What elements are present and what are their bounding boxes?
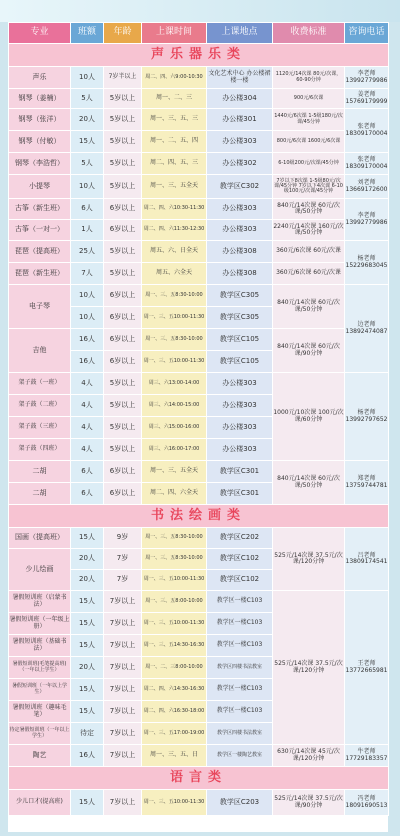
cell-location: 教学区C203 — [207, 790, 273, 816]
cell-major: 国画（提高班） — [9, 528, 71, 549]
cell-time: 周五、六全天 — [142, 263, 207, 285]
cell-size: 15人 — [71, 635, 104, 657]
cell-fee: 360元/6次课 60元/次课 — [273, 263, 345, 285]
cell-major: 钢琴（付敏） — [9, 131, 71, 153]
cell-phone: 冯老师 18091690513 — [345, 790, 389, 816]
cell-time: 周一、二、三 — [142, 89, 207, 109]
cell-time: 周一、三、五8:30-10:00 — [142, 549, 207, 570]
cell-size: 15人 — [71, 528, 104, 549]
cell-major: 暑假短训班(毛笔提高班)（一年以上学生） — [9, 657, 71, 679]
cell-time: 周二、四、六11:30-12:30 — [142, 220, 207, 241]
cell-phone: 李老师 13992779986 — [345, 199, 389, 241]
cell-size: 16人 — [71, 351, 104, 373]
section-title-music: 声乐器乐类 — [9, 44, 389, 67]
cell-time: 周一、三、五17:00-19:00 — [142, 723, 207, 745]
cell-fee: 840元/14次课 60元/次课/90分钟 — [273, 329, 345, 373]
cell-location: 教学区一楼C103 — [207, 635, 273, 657]
cell-phone: 张老师 18309170004 — [345, 109, 389, 153]
cell-phone: 刘老师 13669172600 — [345, 175, 389, 199]
table-row — [9, 263, 389, 285]
cell-major: 琵琶（提高班） — [9, 241, 71, 263]
table-row — [9, 373, 389, 395]
cell-major: 暑假短训班（一年以上学生） — [9, 679, 71, 701]
cell-size: 20人 — [71, 549, 104, 570]
cell-time: 周一、三、五8:30-10:00 — [142, 528, 207, 549]
cell-size: 4人 — [71, 417, 104, 439]
cell-size: 4人 — [71, 395, 104, 417]
cell-major: 琵琶（新生班） — [9, 263, 71, 285]
cell-location: 教学区C305 — [207, 307, 273, 329]
cell-time: 周一、三、五8:30-10:00 — [142, 285, 207, 307]
cell-age: 7岁以上 — [104, 613, 142, 635]
cell-size: 6人 — [71, 483, 104, 505]
cell-location: 办公楼303 — [207, 395, 273, 417]
cell-age: 5岁以上 — [104, 109, 142, 131]
cell-age: 7岁以上 — [104, 701, 142, 723]
cell-major: 钢琴（张洋） — [9, 109, 71, 131]
cell-time: 周一、三、五8:00-10:00 — [142, 591, 207, 613]
cell-size: 10人 — [71, 175, 104, 199]
cell-major: 吉他 — [9, 329, 71, 373]
table-row — [9, 220, 389, 241]
cell-location: 教学区C105 — [207, 329, 273, 351]
cell-location: 教学区一楼C103 — [207, 679, 273, 701]
cell-location: 教学区一楼C103 — [207, 613, 273, 635]
cell-time: 周一、三、五全天 — [142, 175, 207, 199]
cell-time: 周一、三、五8:30-10:00 — [142, 329, 207, 351]
cell-time: 周二、四、六10:30-11:30 — [142, 199, 207, 220]
cell-major: 暑假短训班（基础书法） — [9, 635, 71, 657]
cell-age: 7岁 — [104, 570, 142, 591]
cell-location: 教学区一楼C103 — [207, 701, 273, 723]
cell-size: 15人 — [71, 679, 104, 701]
cell-size: 6人 — [71, 199, 104, 220]
cell-time: 周一、三、五、三 — [142, 109, 207, 131]
table-row — [9, 285, 389, 307]
cell-age: 6岁以上 — [104, 351, 142, 373]
cell-major: 架子鼓（四班） — [9, 439, 71, 461]
cell-fee: 360元/6次课 60元/次课 — [273, 241, 345, 263]
cell-location: 办公楼302 — [207, 153, 273, 175]
cell-phone: 吕老师 13809174541 — [345, 528, 389, 591]
cell-location: 教学区一楼C103 — [207, 591, 273, 613]
cell-fee: 1000元/10次课 100元/次课/60分钟 — [273, 373, 345, 461]
header-location: 上课地点 — [207, 23, 273, 44]
cell-phone: 杨老师 13992797652 — [345, 373, 389, 461]
cell-age: 7岁以上 — [104, 723, 142, 745]
cell-major: 暑假短训班（启蒙书法） — [9, 591, 71, 613]
cell-major: 古筝（一对一） — [9, 220, 71, 241]
cell-size: 20人 — [71, 109, 104, 131]
cell-location: 办公楼303 — [207, 417, 273, 439]
cell-time: 周三、六14:00-15:00 — [142, 395, 207, 417]
cell-age: 5岁以上 — [104, 395, 142, 417]
table-row — [9, 199, 389, 220]
cell-size: 16人 — [71, 329, 104, 351]
cell-age: 7岁以上 — [104, 635, 142, 657]
cell-time: 周一、三、五14:30-16:30 — [142, 635, 207, 657]
cell-age: 7岁 — [104, 549, 142, 570]
course-table — [8, 22, 389, 816]
cell-fee: 900元/6次课 — [273, 89, 345, 109]
cell-time: 周二、四、六14:30-16:30 — [142, 679, 207, 701]
cell-age: 5岁以上 — [104, 417, 142, 439]
cell-fee: 525元/14次课 37.5元/次课/120分钟 — [273, 591, 345, 745]
cell-time: 周三、六13:00-14:00 — [142, 373, 207, 395]
cell-location: 办公楼303 — [207, 439, 273, 461]
cell-size: 4人 — [71, 373, 104, 395]
cell-location: 文化艺术中心 办公楼裙楼一楼 — [207, 67, 273, 89]
cell-fee: 1440元/6次课 1-5级180元/次课/45分钟 — [273, 109, 345, 131]
cell-fee: 630元/14次课 45元/次课/120分钟 — [273, 745, 345, 767]
cell-size: 5人 — [71, 153, 104, 175]
cell-major: 声乐 — [9, 67, 71, 89]
cell-size: 1人 — [71, 220, 104, 241]
cell-phone: 王老师 13772665981 — [345, 591, 389, 745]
cell-major: 钢琴（姜楠） — [9, 89, 71, 109]
cell-age: 5岁以上 — [104, 131, 142, 153]
cell-size: 15人 — [71, 701, 104, 723]
cell-size: 25人 — [71, 241, 104, 263]
cell-fee: 2240元/14次课 160元/次课/50分钟 — [273, 220, 345, 241]
table-row — [9, 461, 389, 483]
cell-age: 7岁以上 — [104, 679, 142, 701]
table-header — [9, 23, 389, 44]
cell-fee: 840元/14次课 60元/次课/50分钟 — [273, 199, 345, 220]
cell-age: 5岁以上 — [104, 373, 142, 395]
cell-location: 办公楼304 — [207, 89, 273, 109]
cell-age: 5岁以上 — [104, 241, 142, 263]
cell-major: 陶艺 — [9, 745, 71, 767]
cell-age: 9岁 — [104, 528, 142, 549]
cell-phone: 张老师 18309170004 — [345, 153, 389, 175]
cell-size: 20人 — [71, 657, 104, 679]
cell-time: 周二、四、六全天 — [142, 483, 207, 505]
cell-location: 教学区C302 — [207, 175, 273, 199]
cell-age: 6岁以上 — [104, 220, 142, 241]
cell-location: 教学区一楼陶艺教室 — [207, 745, 273, 767]
cell-location: 办公楼303 — [207, 199, 273, 220]
cell-major: 电子琴 — [9, 285, 71, 329]
cell-time: 周一、三、五10:00-11:30 — [142, 790, 207, 816]
cell-fee: 840元/14次课 60元/次课/50分钟 — [273, 285, 345, 329]
cell-major: 暑假短训班（趣味毛笔） — [9, 701, 71, 723]
table-row — [9, 591, 389, 613]
cell-phone: 姜老师 15769179999 — [345, 89, 389, 109]
cell-phone: 郑老师 13759744781 — [345, 461, 389, 505]
cell-major: 小提琴 — [9, 175, 71, 199]
cell-location: 教学区C202 — [207, 528, 273, 549]
cell-age: 6岁以上 — [104, 285, 142, 307]
cell-age: 5岁以上 — [104, 153, 142, 175]
cell-time: 周一、三、五全天 — [142, 461, 207, 483]
cell-time: 周二、四、五、三 — [142, 153, 207, 175]
cell-location: 教学区C305 — [207, 285, 273, 307]
table-row — [9, 241, 389, 263]
header-fee: 收费标准 — [273, 23, 345, 44]
cell-location: 办公楼303 — [207, 373, 273, 395]
cell-location: 教学区四楼书法教室 — [207, 657, 273, 679]
cell-location: 教学区C105 — [207, 351, 273, 373]
cell-time: 周一、三、五10:00-11:30 — [142, 307, 207, 329]
cell-size: 5人 — [71, 89, 104, 109]
cell-age: 7岁以上 — [104, 790, 142, 816]
cell-time: 周一、二、五、四 — [142, 131, 207, 153]
cell-major: 暑假短训班（一年级上册） — [9, 613, 71, 635]
table-row — [9, 131, 389, 153]
cell-size: 15人 — [71, 613, 104, 635]
cell-age: 5岁以上 — [104, 263, 142, 285]
cell-location: 教学区四楼书法教室 — [207, 723, 273, 745]
cell-size: 20人 — [71, 570, 104, 591]
table-row — [9, 745, 389, 767]
table-row — [9, 175, 389, 199]
cell-age: 6岁以上 — [104, 329, 142, 351]
cell-size: 15人 — [71, 591, 104, 613]
cell-major: 架子鼓（二班） — [9, 395, 71, 417]
cell-location: 办公楼308 — [207, 263, 273, 285]
cell-time: 周一、三、五、日 — [142, 745, 207, 767]
cell-location: 教学区C301 — [207, 483, 273, 505]
cell-time: 周一、三、五10:00-11:30 — [142, 351, 207, 373]
cell-fee: 840元/14次课 60元/次课/50分钟 — [273, 461, 345, 505]
cell-size: 7人 — [71, 263, 104, 285]
cell-major: 架子鼓（一班） — [9, 373, 71, 395]
cell-age: 5岁以上 — [104, 89, 142, 109]
cell-location: 教学区C102 — [207, 549, 273, 570]
cell-major: 少儿口才(提高班) — [9, 790, 71, 816]
section-title-art: 书法绘画类 — [9, 505, 389, 528]
cell-time: 周三、六16:00-17:00 — [142, 439, 207, 461]
cell-location: 教学区C301 — [207, 461, 273, 483]
table-row — [9, 153, 389, 175]
cell-fee: 525元/14次课 37.5元/次课/90分钟 — [273, 790, 345, 816]
course-schedule-sheet — [8, 22, 388, 832]
top-ribbon — [0, 0, 400, 22]
cell-age: 7岁以上 — [104, 591, 142, 613]
cell-fee: 525元/14次课 37.5元/次课/120分钟 — [273, 528, 345, 591]
cell-major: 二胡 — [9, 483, 71, 505]
cell-age: 7岁半以上 — [104, 67, 142, 89]
cell-size: 10人 — [71, 307, 104, 329]
header-major: 专业 — [9, 23, 71, 44]
header-class-size: 班额 — [71, 23, 104, 44]
table-row — [9, 528, 389, 549]
cell-location: 办公楼301 — [207, 109, 273, 131]
cell-fee: 1120元/14次课 80元/次课，60-90分钟 — [273, 67, 345, 89]
cell-time: 周五、六、日全天 — [142, 241, 207, 263]
cell-fee: 6-10级200元/次课/45分钟 — [273, 153, 345, 175]
cell-location: 办公楼308 — [207, 241, 273, 263]
cell-size: 4人 — [71, 439, 104, 461]
cell-major: 少儿绘画 — [9, 549, 71, 591]
table-row — [9, 67, 389, 89]
cell-size: 15人 — [71, 790, 104, 816]
cell-age: 6岁以上 — [104, 461, 142, 483]
cell-fee: 7岁以下8次课 1-5级80元/次课/45分钟 7岁以下4次课 6-10级100元/次课/45分钟 — [273, 175, 345, 199]
table-row — [9, 89, 389, 109]
cell-age: 5岁以上 — [104, 439, 142, 461]
cell-time: 周一、三、五10:00-11:30 — [142, 613, 207, 635]
cell-size: 10人 — [71, 67, 104, 89]
header-time: 上课时间 — [142, 23, 207, 44]
cell-major: 古筝（新生班） — [9, 199, 71, 220]
cell-time: 周一、三、五10:00-11:30 — [142, 570, 207, 591]
cell-age: 6岁以上 — [104, 483, 142, 505]
cell-size: 16人 — [71, 745, 104, 767]
cell-major: 钢琴（李浩哲） — [9, 153, 71, 175]
cell-location: 教学区C102 — [207, 570, 273, 591]
cell-fee: 800元/6次课 1600元/6次课 — [273, 131, 345, 153]
cell-time: 周三、六15:00-16:00 — [142, 417, 207, 439]
cell-age: 6岁以上 — [104, 307, 142, 329]
cell-location: 办公楼303 — [207, 220, 273, 241]
table-row — [9, 790, 389, 816]
cell-location: 办公楼303 — [207, 131, 273, 153]
cell-phone: 李老师 13992779986 — [345, 67, 389, 89]
cell-age: 5岁以上 — [104, 175, 142, 199]
cell-size: 10人 — [71, 285, 104, 307]
header-age: 年龄 — [104, 23, 142, 44]
header-phone: 咨询电话 — [345, 23, 389, 44]
cell-phone: 边老师 13892474087 — [345, 285, 389, 373]
cell-age: 7岁以上 — [104, 745, 142, 767]
cell-phone: 牛老师 17729183357 — [345, 745, 389, 767]
table-row — [9, 329, 389, 351]
section-title-language: 语言类 — [9, 767, 389, 790]
cell-size: 待定 — [71, 723, 104, 745]
cell-age: 6岁以上 — [104, 199, 142, 220]
cell-major: 架子鼓（三班） — [9, 417, 71, 439]
table-row — [9, 109, 389, 131]
cell-major: 二胡 — [9, 461, 71, 483]
cell-phone: 杨老师 15229683045 — [345, 241, 389, 285]
cell-size: 6人 — [71, 461, 104, 483]
cell-major: 待定暑假短训班（一年以上学生） — [9, 723, 71, 745]
cell-time: 周二、四、六16:30-18:00 — [142, 701, 207, 723]
cell-time: 周二、四、六9:00-10:30 — [142, 67, 207, 89]
cell-size: 15人 — [71, 131, 104, 153]
cell-age: 7岁以上 — [104, 657, 142, 679]
cell-time: 周一、二、三8:00-10:00 — [142, 657, 207, 679]
